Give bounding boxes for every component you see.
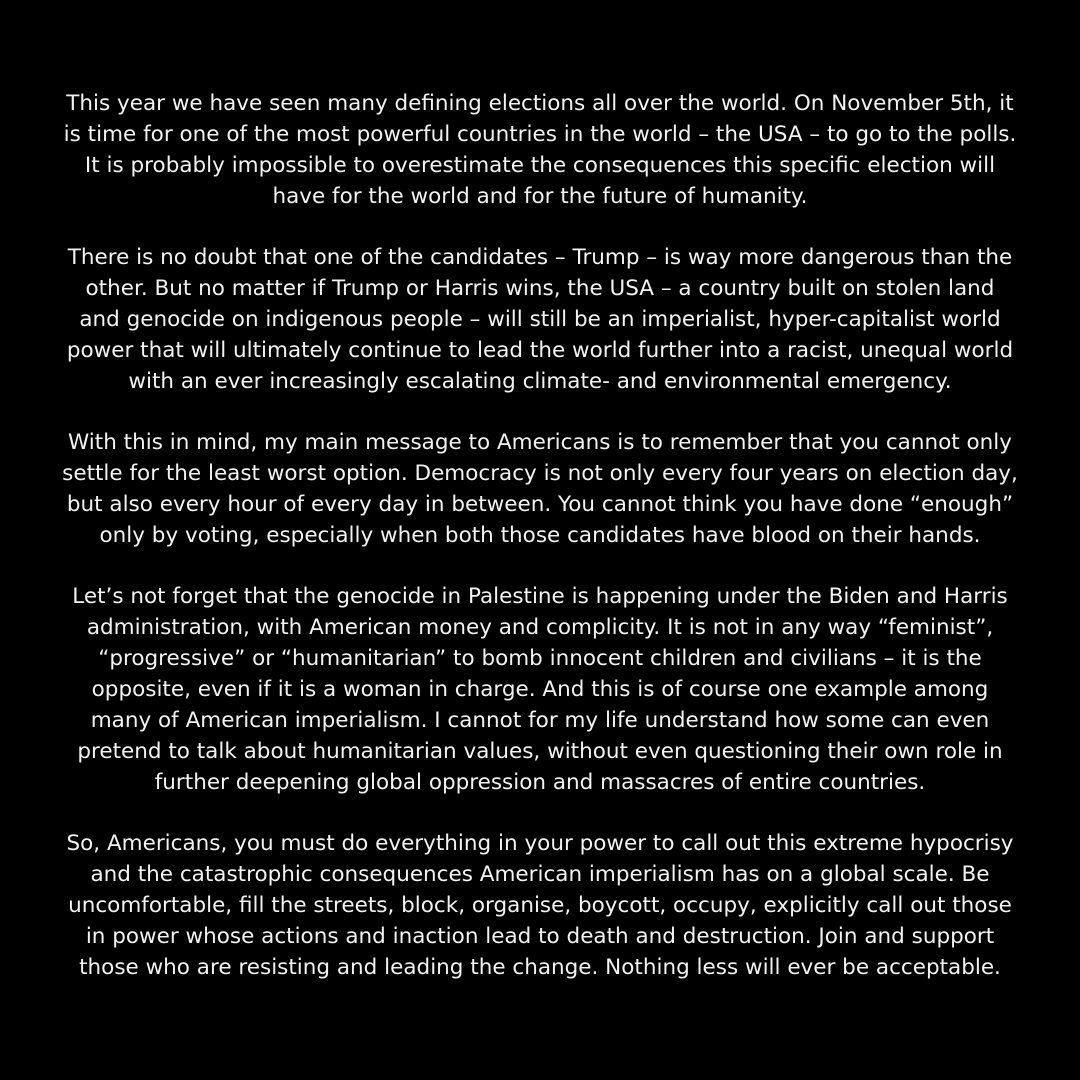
paragraph-message-to-americans: With this in mind, my main message to Americans is to remember that you cannot only settle for the least worst option. Democracy is not only every four years on election day, but also every hour of every day in between. You cannot think you have done “enough” only by voting, especially when both those candidates have blood on their hands. [62, 430, 1018, 548]
paragraph-candidates: There is no doubt that one of the candidates – Trump – is way more dangerous than the other. But no matter if Trump or Harris wins, the USA – a country built on stolen land and genocide on indigenous people – will still be an imperialist, hyper-capitalist world power that will ultimately continue to lead the world further into a racist, unequal world with an ever increasingly escalating climate- and environmental emergency. [66, 245, 1014, 394]
statement-text-block [62, 88, 1018, 983]
paragraph-palestine: Let’s not forget that the genocide in Palestine is happening under the Biden and Harris administration, with American money and complicity. It is not in any way “feminist”, “progressive” or “humanitarian” to bomb innocent children and civilians – it is the opposite, even if it is a woman in charge. And this is of course one example among many of American imperialism. I cannot for my life understand how some can even pretend to talk about humanitarian values, without even questioning their own role in further deepening global oppression and massacres of entire countries. [72, 584, 1008, 795]
paragraph-call-to-action: So, Americans, you must do everything in your power to call out this extreme hypocrisy and the catastrophic consequences American imperialism has on a global scale. Be uncomfortable, fill the streets, block, organise, boycott, occupy, explicitly call out those in power whose actions and inaction lead to death and destruction. Join and support those who are resisting and leading the change. Nothing less will ever be acceptable. [66, 831, 1014, 980]
paragraph-elections-intro: This year we have seen many defining elections all over the world. On November 5th, it is time for one of the most powerful countries in the world – the USA – to go to the polls. It is probably impossible to overestimate the consequences this specific election will have for the world and for the future of humanity. [63, 91, 1017, 209]
